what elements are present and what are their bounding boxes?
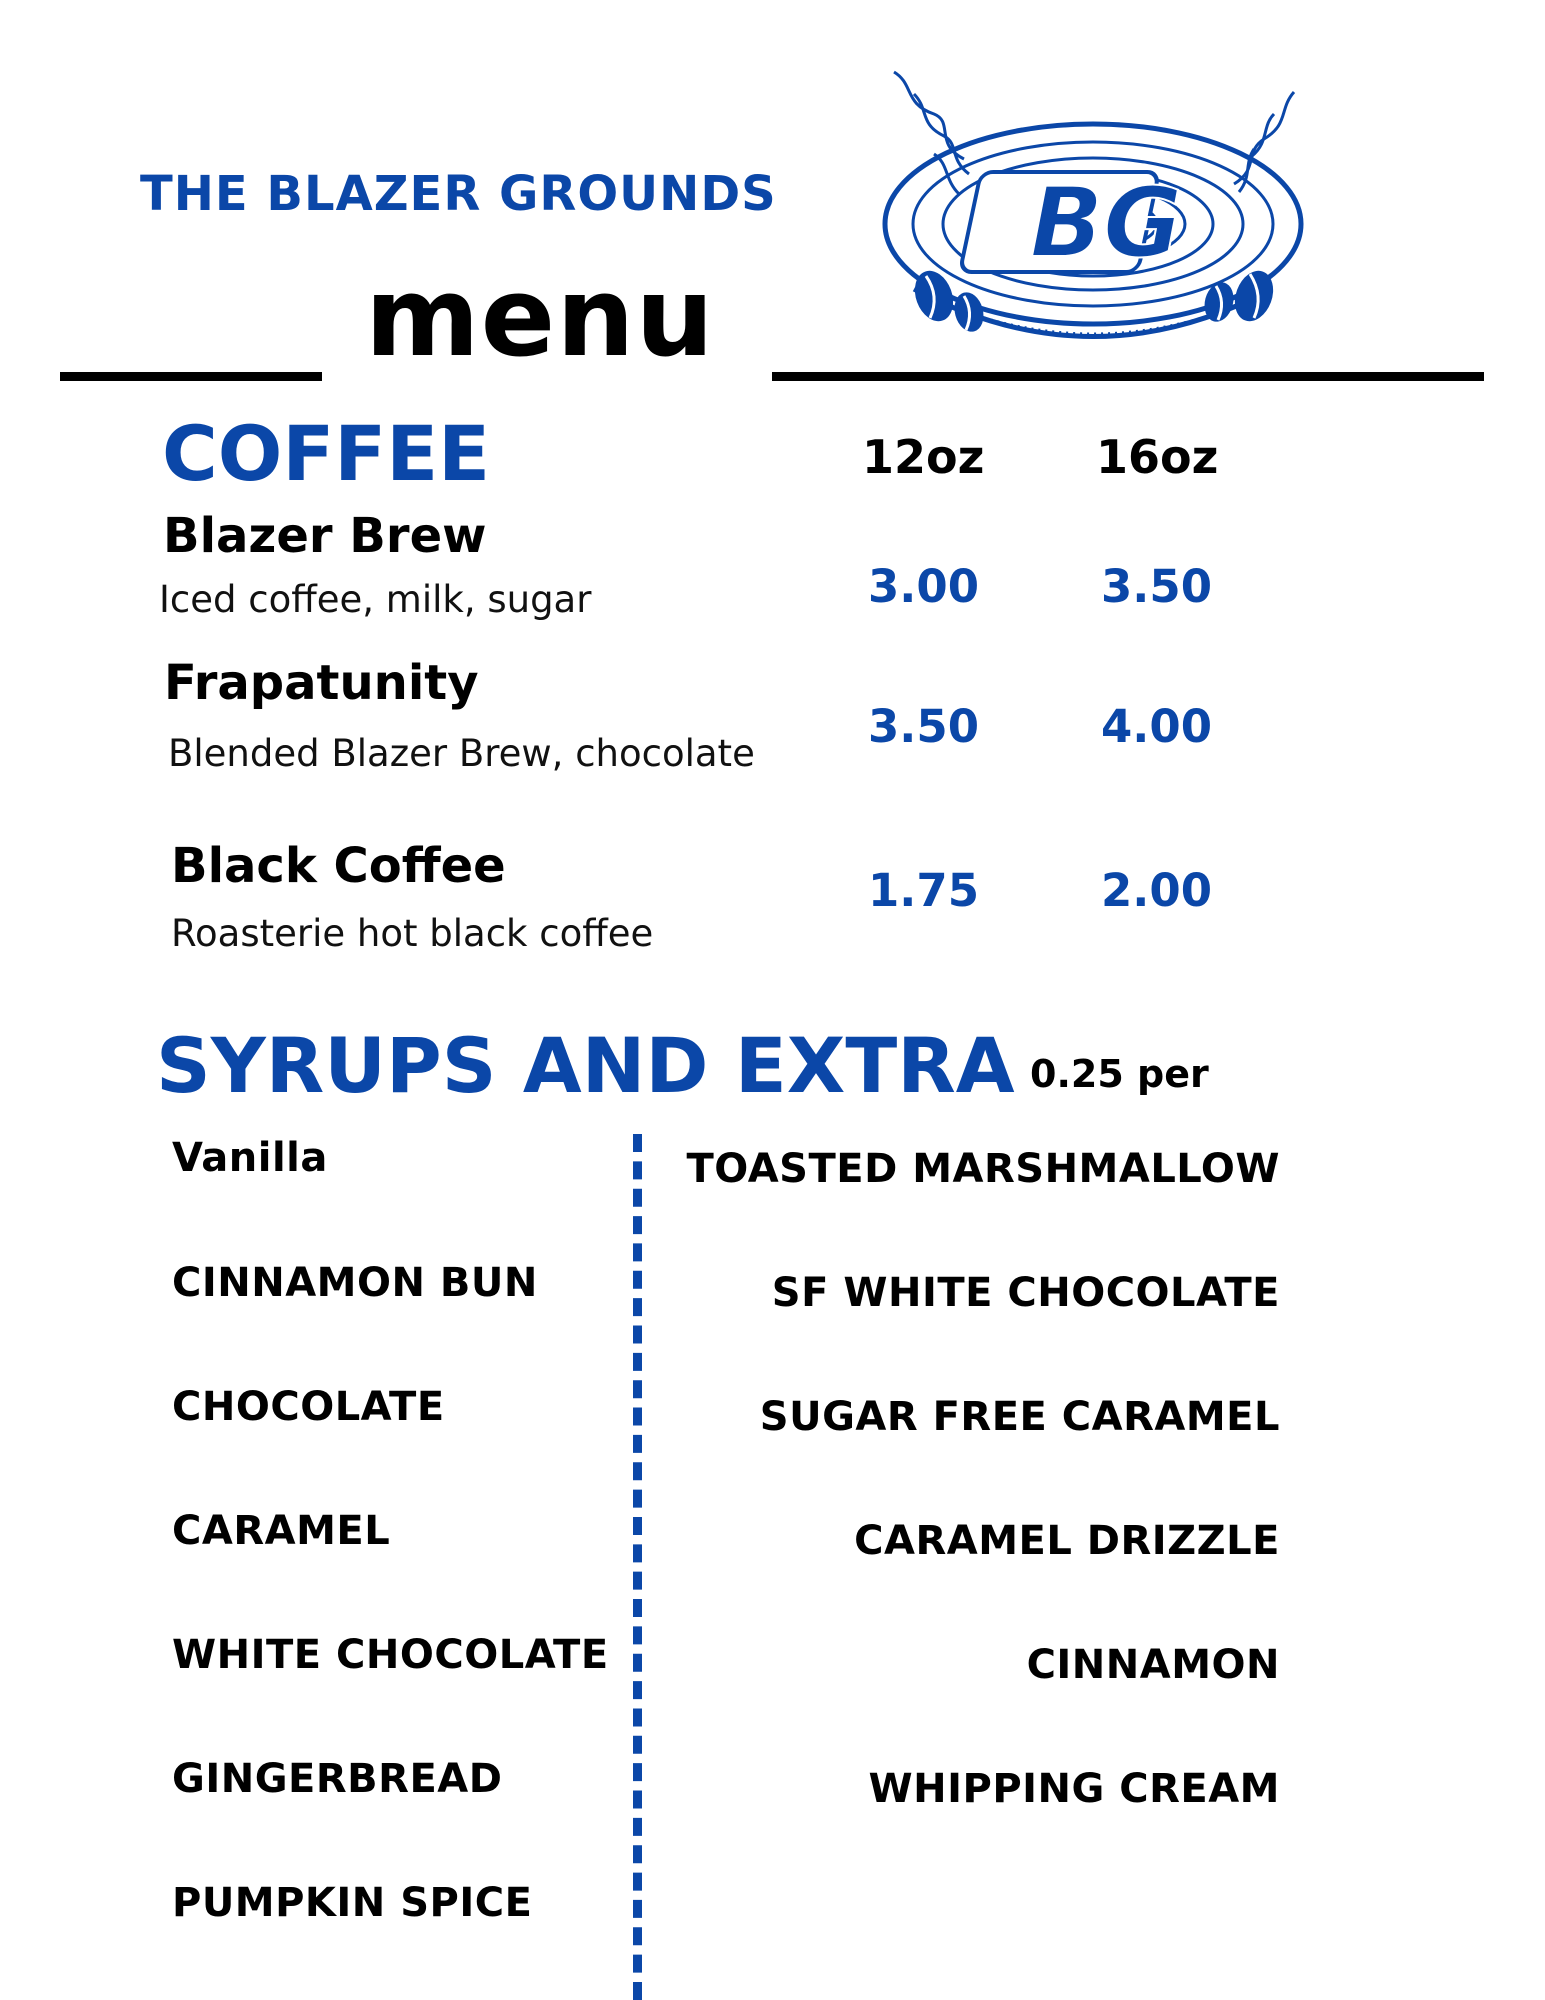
syrup-item: PUMPKIN SPICE — [172, 1880, 533, 1926]
blazer-grounds-logo — [874, 64, 1312, 366]
menu-heading: menu — [365, 253, 715, 381]
price-12oz: 1.75 — [868, 864, 980, 917]
syrup-item: CARAMEL — [172, 1508, 391, 1554]
syrup-item: Vanilla — [172, 1135, 328, 1181]
logo-monogram: BG — [1030, 167, 1182, 279]
price-12oz: 3.50 — [868, 700, 980, 753]
coffee-item-desc: Roasterie hot black coffee — [171, 912, 654, 955]
syrup-price-note: 0.25 per — [1030, 1052, 1209, 1096]
syrup-item: GINGERBREAD — [172, 1756, 503, 1802]
extra-item: WHIPPING CREAM — [868, 1766, 1280, 1812]
price-16oz: 4.00 — [1101, 700, 1213, 753]
extra-item: TOASTED MARSHMALLOW — [686, 1146, 1280, 1192]
syrup-item: CINNAMON BUN — [172, 1260, 538, 1306]
coffee-item-name: Blazer Brew — [163, 508, 487, 564]
size-header-16oz: 16oz — [1096, 430, 1219, 484]
price-16oz: 2.00 — [1101, 864, 1213, 917]
heading-rule-right — [772, 372, 1484, 381]
extra-item: SUGAR FREE CARAMEL — [759, 1394, 1280, 1440]
coffee-item-name: Black Coffee — [171, 838, 506, 894]
coffee-item-desc: Blended Blazer Brew, chocolate — [168, 732, 755, 775]
price-12oz: 3.00 — [868, 560, 980, 613]
extra-item: CARAMEL DRIZZLE — [854, 1518, 1280, 1564]
coffee-item-desc: Iced coffee, milk, sugar — [159, 578, 592, 621]
coffee-section-title: COFFEE — [162, 409, 491, 498]
syrups-section-title: SYRUPS AND EXTRA — [156, 1021, 1015, 1110]
extra-item: CINNAMON — [1026, 1642, 1280, 1688]
size-header-12oz: 12oz — [862, 430, 985, 484]
brand-title: THE BLAZER GROUNDS — [140, 166, 777, 222]
coffee-item-name: Frapatunity — [164, 655, 479, 711]
price-16oz: 3.50 — [1101, 560, 1213, 613]
extra-item: SF WHITE CHOCOLATE — [771, 1270, 1280, 1316]
syrup-item: WHITE CHOCOLATE — [172, 1632, 609, 1678]
heading-rule-left — [60, 372, 322, 381]
syrup-item: CHOCOLATE — [172, 1384, 445, 1430]
column-divider — [633, 1134, 642, 2000]
